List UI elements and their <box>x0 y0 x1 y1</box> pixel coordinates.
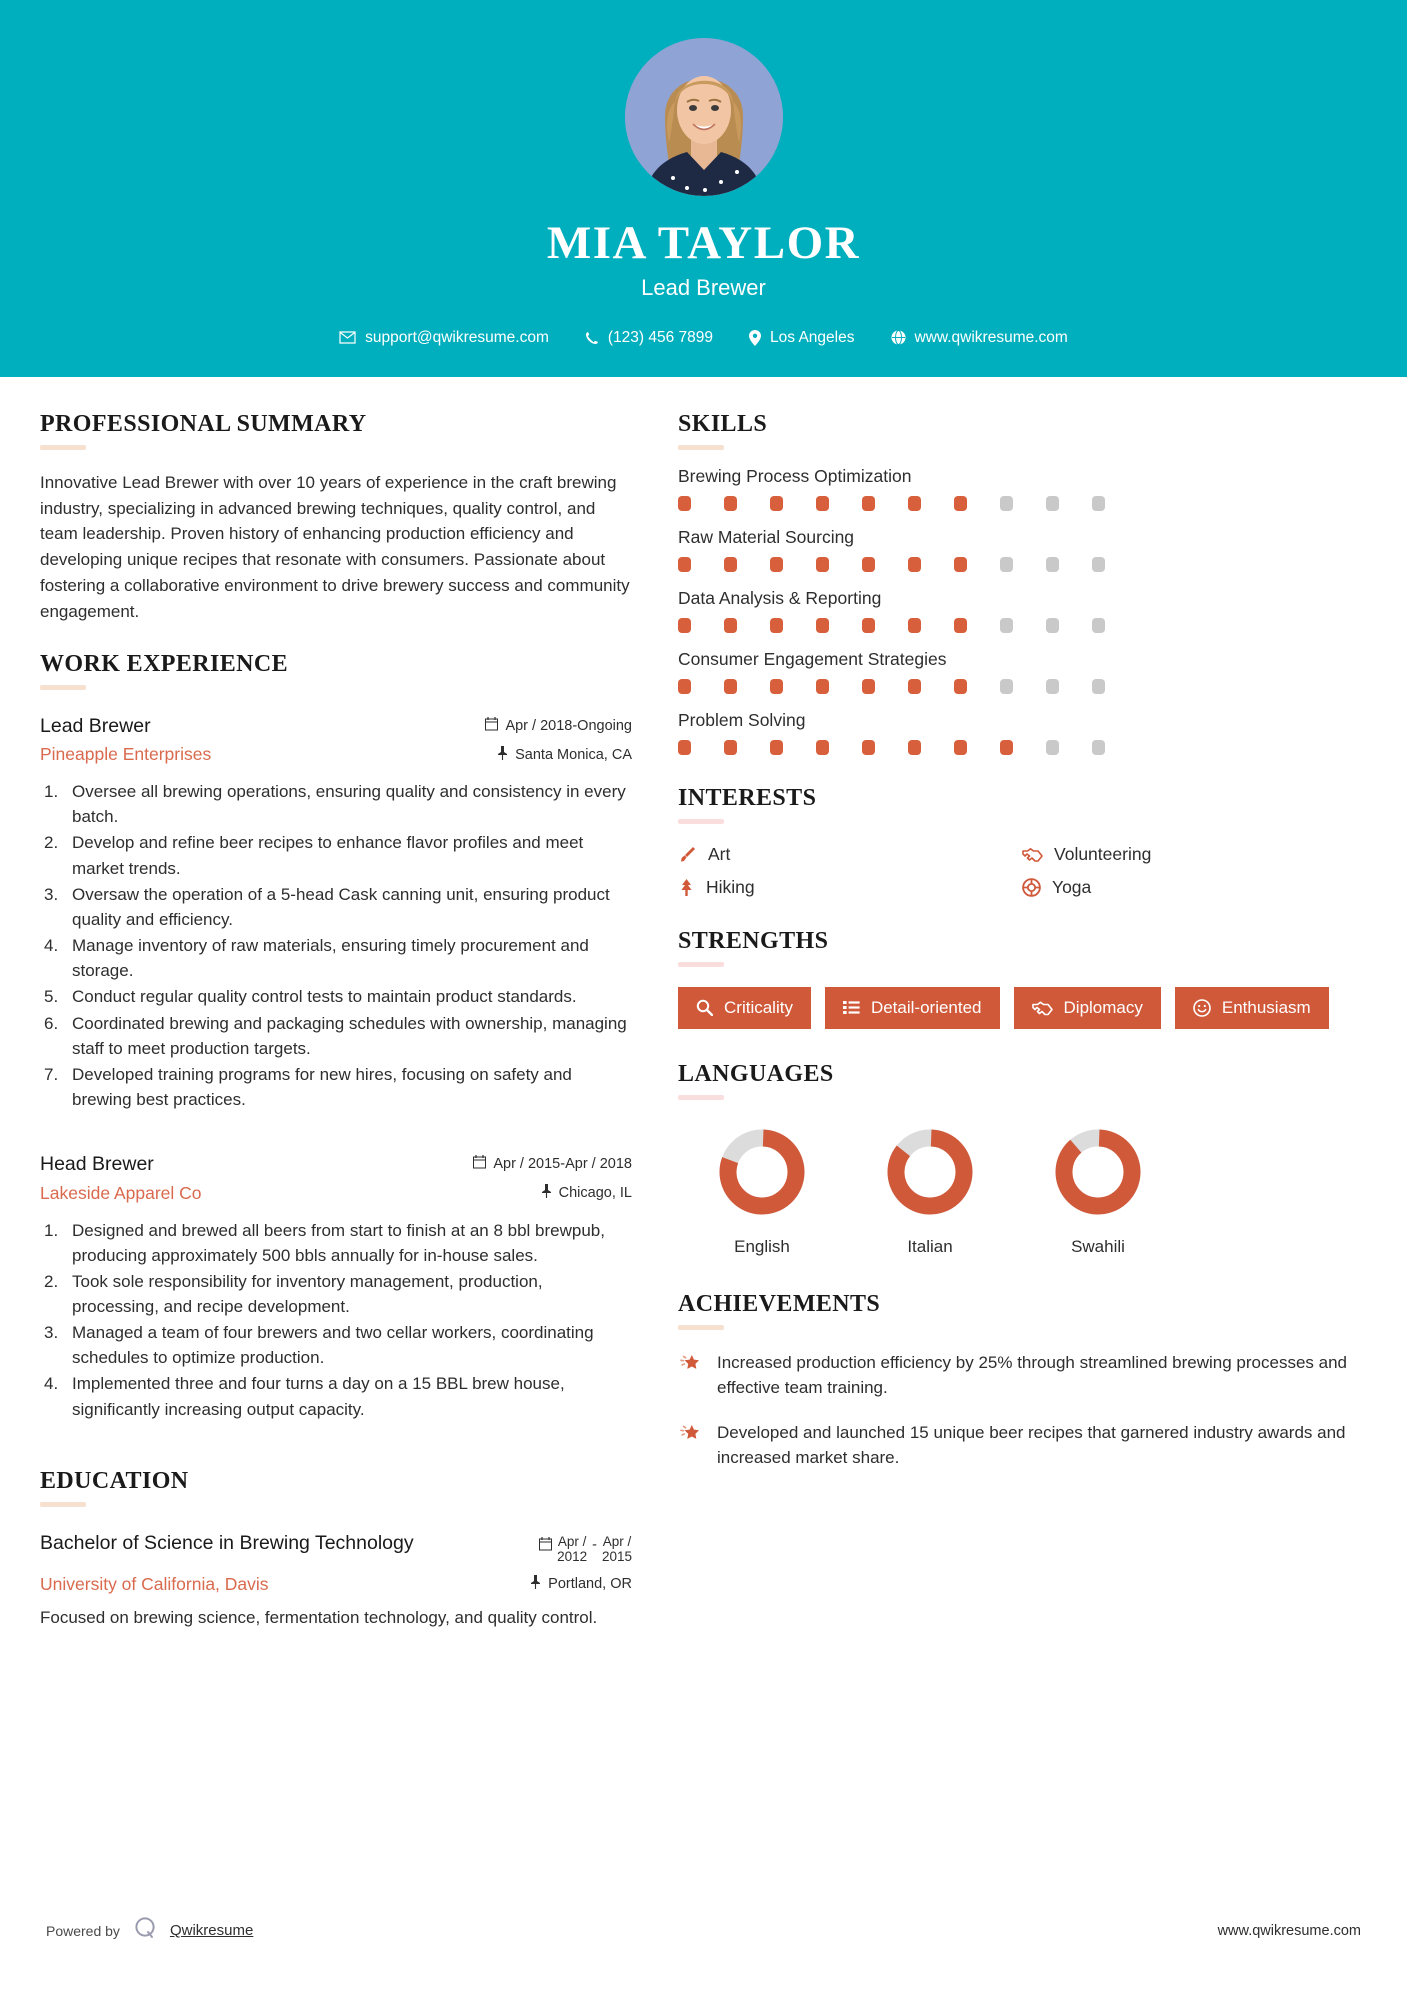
skill-rating <box>678 496 1366 511</box>
bullet: Took sole responsibility for inventory management, production, processing, and recipe development. <box>72 1271 543 1316</box>
school-name: University of California, Davis <box>40 1573 269 1594</box>
skill-dot-filled <box>816 679 829 694</box>
languages-list <box>678 1122 1366 1257</box>
interest-item <box>1022 844 1366 865</box>
contact-website-text: www.qwikresume.com <box>914 328 1068 346</box>
education-end-month: Apr / <box>602 1533 632 1549</box>
skill-dot-filled <box>724 740 737 755</box>
bullet: Developed training programs for new hires, focusing on safety and brewing best practices. <box>72 1064 572 1109</box>
skill-dot-empty <box>1046 496 1059 511</box>
section-title-skills: SKILLS <box>678 410 768 437</box>
skill-dot-filled <box>816 618 829 633</box>
section-languages <box>678 1061 1366 1257</box>
list-icon <box>843 1000 860 1015</box>
skill-dot-filled <box>954 618 967 633</box>
candidate-name: MIA TAYLOR <box>546 217 861 269</box>
left-column <box>40 411 632 1656</box>
education-date-end <box>602 1534 632 1564</box>
section-rule <box>678 1325 724 1330</box>
interest-item <box>1022 877 1366 898</box>
skill-label: Raw Material Sourcing <box>678 526 855 547</box>
education-entry <box>40 1531 632 1630</box>
skill-dot-empty <box>1000 618 1013 633</box>
strength-label: Criticality <box>724 997 793 1017</box>
language-item <box>1014 1122 1182 1257</box>
strengths-list <box>678 987 1366 1029</box>
skill-dot-filled <box>908 679 921 694</box>
interest-label: Art <box>708 843 731 864</box>
job-title: Lead Brewer <box>40 714 151 737</box>
language-donut-chart <box>712 1122 812 1222</box>
skill-dot-filled <box>862 740 875 755</box>
pushpin-icon <box>497 746 508 764</box>
interest-item <box>678 844 1022 865</box>
section-title-achievements: ACHIEVEMENTS <box>678 1290 881 1317</box>
section-rule <box>678 445 724 450</box>
star-burst-icon <box>678 1420 703 1451</box>
interest-label: Hiking <box>706 876 755 897</box>
strength-label: Enthusiasm <box>1221 997 1311 1017</box>
skill-dot-filled <box>678 740 691 755</box>
section-interests <box>678 785 1366 898</box>
skill-rating <box>678 618 1366 633</box>
avatar <box>625 38 783 196</box>
skill-dot-filled <box>908 740 921 755</box>
skill-dot-filled <box>908 496 921 511</box>
magnifier-icon <box>696 999 713 1016</box>
skill-dot-empty <box>1046 679 1059 694</box>
skill-dot-filled <box>770 679 783 694</box>
skill-dot-filled <box>816 557 829 572</box>
skill-dot-filled <box>678 557 691 572</box>
skill-dot-filled <box>1000 740 1013 755</box>
lifebuoy-icon <box>1022 878 1041 897</box>
section-title-strengths: STRENGTHS <box>678 927 829 954</box>
skill-dot-filled <box>816 740 829 755</box>
section-rule <box>40 685 86 690</box>
skill-dot-filled <box>770 557 783 572</box>
education-location-text: Portland, OR <box>548 1576 632 1593</box>
strength-tag-diplomacy[interactable] <box>1014 987 1161 1029</box>
skill-dot-filled <box>954 740 967 755</box>
skill-dot-empty <box>1092 496 1105 511</box>
contact-location-text: Los Angeles <box>770 328 855 346</box>
achievement-item <box>678 1420 1366 1470</box>
contact-row <box>0 329 1407 347</box>
paintbrush-icon <box>678 845 697 864</box>
calendar-icon <box>473 1155 486 1173</box>
skill-dot-empty <box>1000 496 1013 511</box>
date-separator: - <box>592 1536 597 1553</box>
achievement-item <box>678 1350 1366 1400</box>
skill-dot-filled <box>816 496 829 511</box>
job-location <box>541 1184 632 1202</box>
language-label: Swahili <box>1071 1236 1125 1256</box>
achievement-text: Increased production efficiency by 25% through streamlined brewing processes and effective team training. <box>717 1352 1347 1397</box>
bullet: Designed and brewed all beers from start to finish at an 8 bbl brewpub, producing approximately 500 bbls annually for in-house sales. <box>72 1220 605 1265</box>
strength-label: Detail-oriented <box>870 997 982 1017</box>
bullet: Conduct regular quality control tests to maintain product standards. <box>72 987 577 1007</box>
section-education <box>40 1468 632 1630</box>
skill-dot-filled <box>770 740 783 755</box>
tree-icon <box>678 878 695 897</box>
skill-dot-filled <box>678 496 691 511</box>
section-strengths <box>678 928 1366 1029</box>
resume-header <box>0 0 1407 377</box>
skill-dot-filled <box>908 618 921 633</box>
skill-dot-empty <box>1046 740 1059 755</box>
footer-brand-group <box>46 1915 253 1946</box>
contact-website[interactable] <box>891 329 1068 347</box>
language-label: Italian <box>907 1236 953 1256</box>
job-dates-text: Apr / 2018-Ongoing <box>505 717 632 734</box>
skill-rating <box>678 679 1366 694</box>
job-dates <box>485 717 632 735</box>
education-start-year: 2012 <box>557 1548 588 1564</box>
skill-dot-empty <box>1046 557 1059 572</box>
footer-url: www.qwikresume.com <box>1217 1922 1361 1939</box>
language-donut-chart <box>1048 1122 1148 1222</box>
skill-dot-filled <box>862 679 875 694</box>
interest-label: Volunteering <box>1054 843 1152 864</box>
summary-text: Innovative Lead Brewer with over 10 years of experience in the craft brewing industry, specializing in advanced brewing techniques, quality control, and team leadership. Proven history of enhancing production efficiency and developing unique recipes that resonate with consumers. Passionate about fostering a collaborative environment to drive brewery success and community engagement. <box>40 472 630 621</box>
skill-rating <box>678 740 1366 755</box>
skills-list <box>678 466 1366 755</box>
section-achievements <box>678 1291 1366 1471</box>
contact-email-text: support@qwikresume.com <box>365 328 549 346</box>
skill-dot-empty <box>1000 557 1013 572</box>
bullet: Manage inventory of raw materials, ensuring timely procurement and storage. <box>72 936 589 981</box>
star-burst-icon <box>678 1350 703 1381</box>
skill-dot-empty <box>1000 679 1013 694</box>
skill-dot-filled <box>678 618 691 633</box>
education-end-year: 2015 <box>601 1548 632 1564</box>
skill-dot-filled <box>908 557 921 572</box>
language-donut-chart <box>880 1122 980 1222</box>
bullet: Coordinated brewing and packaging schedules with ownership, managing staff to meet production targets. <box>72 1013 627 1058</box>
degree-title: Bachelor of Science in Brewing Technology <box>40 1531 414 1554</box>
job-location-text: Santa Monica, CA <box>515 746 632 763</box>
section-rule <box>678 962 724 967</box>
handshake-icon <box>1032 999 1053 1017</box>
skill-dot-filled <box>954 557 967 572</box>
section-title-education: EDUCATION <box>40 1467 189 1494</box>
section-skills <box>678 411 1366 755</box>
strength-tag-criticality[interactable] <box>678 987 811 1029</box>
job-dates <box>473 1155 632 1173</box>
strength-label: Diplomacy <box>1063 997 1143 1017</box>
skill-dot-filled <box>724 618 737 633</box>
skill-label: Brewing Process Optimization <box>678 465 912 486</box>
calendar-icon <box>485 717 498 735</box>
pushpin-icon <box>530 1575 541 1593</box>
page-footer <box>0 1915 1407 1946</box>
globe-icon <box>891 330 906 345</box>
skill-dot-filled <box>770 618 783 633</box>
education-description: Focused on brewing science, fermentation technology, and quality control. <box>40 1607 598 1627</box>
skill-label: Data Analysis & Reporting <box>678 587 882 608</box>
job-location <box>497 746 632 764</box>
handshake-icon <box>1022 845 1043 864</box>
section-title-languages: LANGUAGES <box>678 1060 834 1087</box>
phone-icon <box>585 331 599 345</box>
qwikresume-logo-icon <box>132 1915 158 1946</box>
strength-tag-detail-oriented[interactable] <box>825 987 1000 1029</box>
job-dates-text: Apr / 2015-Apr / 2018 <box>493 1156 632 1173</box>
language-item <box>678 1122 846 1257</box>
education-date-start <box>557 1534 587 1564</box>
candidate-role: Lead Brewer <box>641 274 766 300</box>
education-location <box>530 1575 632 1593</box>
skill-dot-empty <box>1092 740 1105 755</box>
calendar-icon <box>539 1534 552 1555</box>
achievement-text: Developed and launched 15 unique beer recipes that garnered industry awards and increased market share. <box>717 1423 1346 1468</box>
skill-dot-empty <box>1092 618 1105 633</box>
section-rule <box>40 445 86 450</box>
job-location-text: Chicago, IL <box>558 1185 632 1201</box>
skill-dot-filled <box>862 618 875 633</box>
contact-email[interactable] <box>339 329 549 347</box>
smiley-icon <box>1193 999 1211 1017</box>
job-company: Pineapple Enterprises <box>40 744 212 765</box>
skill-dot-empty <box>1092 679 1105 694</box>
section-rule <box>40 1502 86 1507</box>
powered-by-label: Powered by <box>46 1922 120 1939</box>
section-title-summary: PROFESSIONAL SUMMARY <box>40 410 367 437</box>
skill-dot-filled <box>770 496 783 511</box>
work-entry <box>40 714 632 1112</box>
job-company: Lakeside Apparel Co <box>40 1182 202 1203</box>
section-title-work: WORK EXPERIENCE <box>40 650 289 677</box>
interest-item <box>678 877 1022 898</box>
contact-phone[interactable] <box>585 329 713 347</box>
education-start-month: Apr / <box>557 1533 587 1549</box>
section-rule <box>678 1095 724 1100</box>
section-title-interests: INTERESTS <box>678 784 817 811</box>
skill-dot-filled <box>724 557 737 572</box>
bullet: Oversee all brewing operations, ensuring quality and consistency in every batch. <box>72 782 626 827</box>
skill-dot-filled <box>954 496 967 511</box>
education-dates <box>539 1534 632 1564</box>
skill-dot-empty <box>1046 618 1059 633</box>
job-title: Head Brewer <box>40 1153 154 1176</box>
job-bullets <box>40 1218 632 1422</box>
skill-dot-filled <box>954 679 967 694</box>
map-pin-icon <box>749 330 761 346</box>
right-column <box>678 411 1366 1497</box>
skill-dot-filled <box>724 496 737 511</box>
skill-dot-filled <box>862 496 875 511</box>
work-entry <box>40 1152 632 1422</box>
section-work-experience <box>40 651 632 1422</box>
skill-dot-filled <box>724 679 737 694</box>
language-item <box>846 1122 1014 1257</box>
skill-dot-empty <box>1092 557 1105 572</box>
contact-phone-text: (123) 456 7899 <box>607 328 714 346</box>
skill-dot-filled <box>862 557 875 572</box>
skill-label: Consumer Engagement Strategies <box>678 648 947 669</box>
envelope-icon <box>339 331 356 344</box>
bullet: Implemented three and four turns a day on a 15 BBL brew house, significantly increasing output capacity. <box>72 1374 565 1419</box>
job-bullets <box>40 779 632 1112</box>
resume-body <box>0 377 1407 1656</box>
language-label: English <box>734 1236 790 1256</box>
section-rule <box>678 819 724 824</box>
skill-rating <box>678 557 1366 572</box>
strength-tag-enthusiasm[interactable] <box>1175 987 1329 1029</box>
interest-label: Yoga <box>1052 876 1092 897</box>
bullet: Oversaw the operation of a 5-head Cask canning unit, ensuring product quality and efficiency. <box>72 884 610 929</box>
skill-dot-filled <box>678 679 691 694</box>
pushpin-icon <box>541 1184 552 1202</box>
bullet: Managed a team of four brewers and two cellar workers, coordinating schedules to optimize production. <box>72 1323 594 1368</box>
section-professional-summary <box>40 411 632 625</box>
skill-label: Problem Solving <box>678 709 806 730</box>
contact-location[interactable] <box>749 329 854 347</box>
interests-grid <box>678 844 1366 898</box>
brand-link[interactable]: Qwikresume <box>169 1922 254 1939</box>
bullet: Develop and refine beer recipes to enhance flavor profiles and meet market trends. <box>72 833 584 878</box>
